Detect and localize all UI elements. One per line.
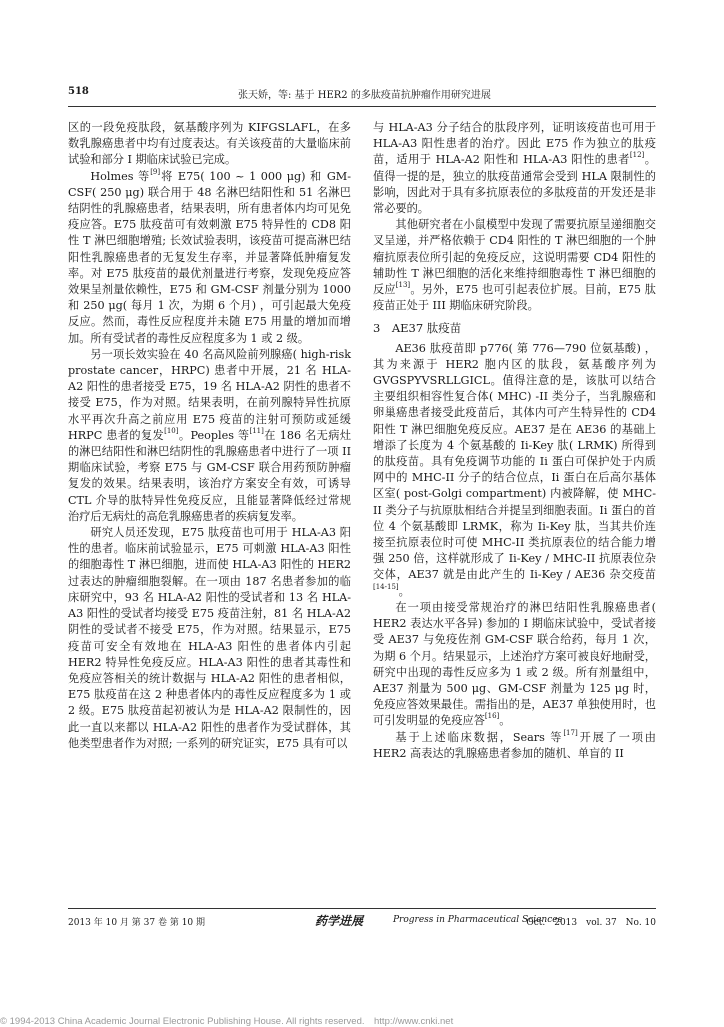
citation-ref: [13] (395, 281, 411, 290)
issue-info-cn: 2013 年 10 月 第 37 卷 第 10 期 (68, 918, 206, 928)
citation-ref: [14-15] (373, 582, 399, 591)
copyright-notice: © 1994-2013 China Academic Journal Electronic Publishing House. All rights reserved. http://www.cnki.net (0, 1016, 454, 1027)
body-paragraph: 区的一段免疫肽段，氨基酸序列为 KIFGSLAFL，在多数乳腺癌患者中均有过度表达。有关该疫苗的大量临床前试验和部分 I 期临床试验已完成。 (68, 121, 351, 167)
footer-rule (68, 908, 656, 909)
page-number: 518 (68, 86, 89, 97)
citation-ref: [9] (150, 167, 161, 176)
body-paragraph: AE36 肽疫苗即 p776( 第 776—790 位氨基酸) ，其为来源于 HER2 胞内区的肽段，氨基酸序列为 GVGSPYVSRLLGICL。值得注意的是，该肽可以结合主要组织相容性复合体( MHC) -II 类分子，当乳腺癌和卵巢癌患者接受此疫苗后，其体内可产生特异性的 CD4 阳性 T 淋巴细胞免疫反应。AE37 是在 AE36 的基础上增添了长度为 4 个氨基酸的 Ii-Key 肽( LRMK) 所得到的肽疫苗。具有免疫调节功能的 Ii 蛋白可保护处于内质网中的 MHC-II 分子的结合位点，Ii 蛋白在后高尔基体区室( post-Golgi compartment) 内被降解，使 MHC-II 类分子与抗原肽相结合并提呈到细胞表面。Ii 蛋白的首位 4 个氨基酸即 LRMK，称为 Ii-Key 肽，当其共价连接至抗原表位时可使 MHC-II 类抗原表位的结合能力增强 250 倍，这样就形成了 Ii-Key / MHC-II 抗原表位杂交体，AE37 就是由此产生的 Ii-Key / AE36 杂交疫苗[14-15]。 (373, 341, 656, 598)
body-paragraph: Holmes 等[9]将 E75( 100 ~ 1 000 μg) 和 GM-CSF( 250 μg) 联合用于 48 名淋巴结阳性和 51 名淋巴结阴性的乳腺癌患者，结果表明，所有患者体内均可见免疫应答。E75 肽疫苗可有效刺激 E75 特异性的 CD8 阳性 T 淋巴细胞增殖; 长效试验表明，该疫苗可提高淋巴结阳性乳腺癌患者的无复发生存率，并显著降低肿瘤复发率。对 E75 肽疫苗的最优剂量进行考察，发现免疫应答效果呈剂量依赖性，E75 和 GM-CSF 剂量分别为 1000 和 250 μg( 每月 1 次，为期 6 个月) ，可引起最大免疫反应。然而，毒性反应程度并未随 E75 用量的增加而增加。所有受试者的毒性反应程度多为 1 或 2 级。 (68, 167, 351, 345)
journal-name-en: Progress in Pharmaceutical Sciences (393, 915, 563, 925)
body-paragraph: 在一项由接受常规治疗的淋巴结阳性乳腺癌患者( HER2 表达水平各异) 参加的 I 期临床试验中，受试者接受 AE37 与免疫佐剂 GM-CSF 联合给药，每月 1 次，为期 6 个月。结果显示，上述治疗方案可被良好地耐受，研究中出现的毒性反应多为 1 或 2 级。所有剂量组中，AE37 剂量为 500 μg、GM-CSF 剂量为 125 μg 时，免疫应答效果最佳。需指出的是，AE37 单独使用时，也可引发明显的免疫应答[16]。 (373, 600, 656, 728)
section-heading: 3 AE37 肽疫苗 (373, 321, 462, 336)
right-column (373, 120, 656, 762)
page-footer (68, 912, 656, 930)
header-rule (68, 106, 656, 107)
citation-ref: [11] (249, 426, 264, 435)
body-paragraph: 与 HLA-A3 分子结合的肽段序列，证明该疫苗也可用于 HLA-A3 阳性患者的治疗。因此 E75 作为独立的肽疫苗，适用于 HLA-A2 阳性和 HLA-A3 阳性的患者[12]。值得一提的是，独立的肽疫苗通常会受到 HLA 限制性的影响，因此对于具有多抗原表位的多肽疫苗的开发还是非常必要的。 (373, 121, 656, 216)
citation-ref: [16] (484, 712, 500, 721)
citation-ref: [12] (629, 151, 645, 160)
journal-logo: 药学进展 (315, 914, 364, 928)
citation-ref: [10] (164, 426, 179, 435)
body-paragraph: 基于上述临床数据，Sears 等[17]开展了一项由 HER2 高表达的乳腺癌患者参加的随机、单盲的 II (373, 728, 656, 760)
issue-info-en: Oct. 2013 vol. 37 No. 10 (526, 918, 656, 928)
page-header (68, 84, 656, 102)
body-paragraph: 其他研究者在小鼠模型中发现了需要抗原呈递细胞交叉呈递，并严格依赖于 CD4 阳性的 T 淋巴细胞的一个肿瘤抗原表位所引起的免疫反应，这说明需要 CD4 阳性的辅助性 T 淋巴细胞的活化来维持细胞毒性 T 淋巴细胞的反应[13]。另外，E75 也可引起表位扩展。目前，E75 肽疫苗正处于 III 期临床研究阶段。 (373, 218, 656, 313)
body-paragraph: 另一项长效实验在 40 名高风险前列腺癌( high-risk prostate cancer，HRPC) 患者中开展，21 名 HLA-A2 阳性的患者接受 E75，19 名 HLA-A2 阴性的患者不接受 E75，作为对照。结果表明，在前列腺特异性抗原水平再次升高之前应用 E75 疫苗的注射可预防或延缓 HRPC 患者的复发[10]。Peoples 等[11]在 186 名无病灶的淋巴结阳性和淋巴结阴性的乳腺癌患者中进行了一项 II 期临床试验，考察 E75 与 GM-CSF 联合用药预防肿瘤复发的效果。结果表明，该治疗方案安全有效，可诱导 CTL 介导的肽特异性免疫反应，且能显著降低经过常规治疗后无病灶的高危乳腺癌患者的疾病复发率。 (68, 347, 352, 523)
running-title: 张天娇，等: 基于 HER2 的多肽疫苗抗肿瘤作用研究进展 (238, 90, 491, 101)
citation-ref: [17] (563, 728, 578, 737)
left-column (68, 120, 351, 752)
body-paragraph: 研究人员还发现，E75 肽疫苗也可用于 HLA-A3 阳性的患者。临床前试验显示，E75 可刺激 HLA-A3 阳性的细胞毒性 T 淋巴细胞，进而使 HLA-A3 阳性的 HER2 过表达的肿瘤细胞裂解。在一项由 187 名患者参加的临床研究中，93 名 HLA-A2 阳性的受试者和 13 名 HLA-A3 阳性的受试者均接受 E75 疫苗注射，81 名 HLA-A2 阴性的受试者不接受 E75，作为对照。结果显示，E75 疫苗可安全有效地在 HLA-A3 阳性的患者体内引起 HER2 特异性免疫反应。HLA-A3 阳性的患者其毒性和免疫应答相关的统计数据与 HLA-A2 阳性的患者相似，E75 肽疫苗在这 2 种患者体内的毒性反应程度多为 1 或 2 级。E75 肽疫苗起初被认为是 HLA-A2 限制性的，因此一直以来都以 HLA-A2 阳性的患者作为受试群体，其他类型患者作为对照; 一系列的研究证实，E75 具有可以 (68, 526, 351, 750)
